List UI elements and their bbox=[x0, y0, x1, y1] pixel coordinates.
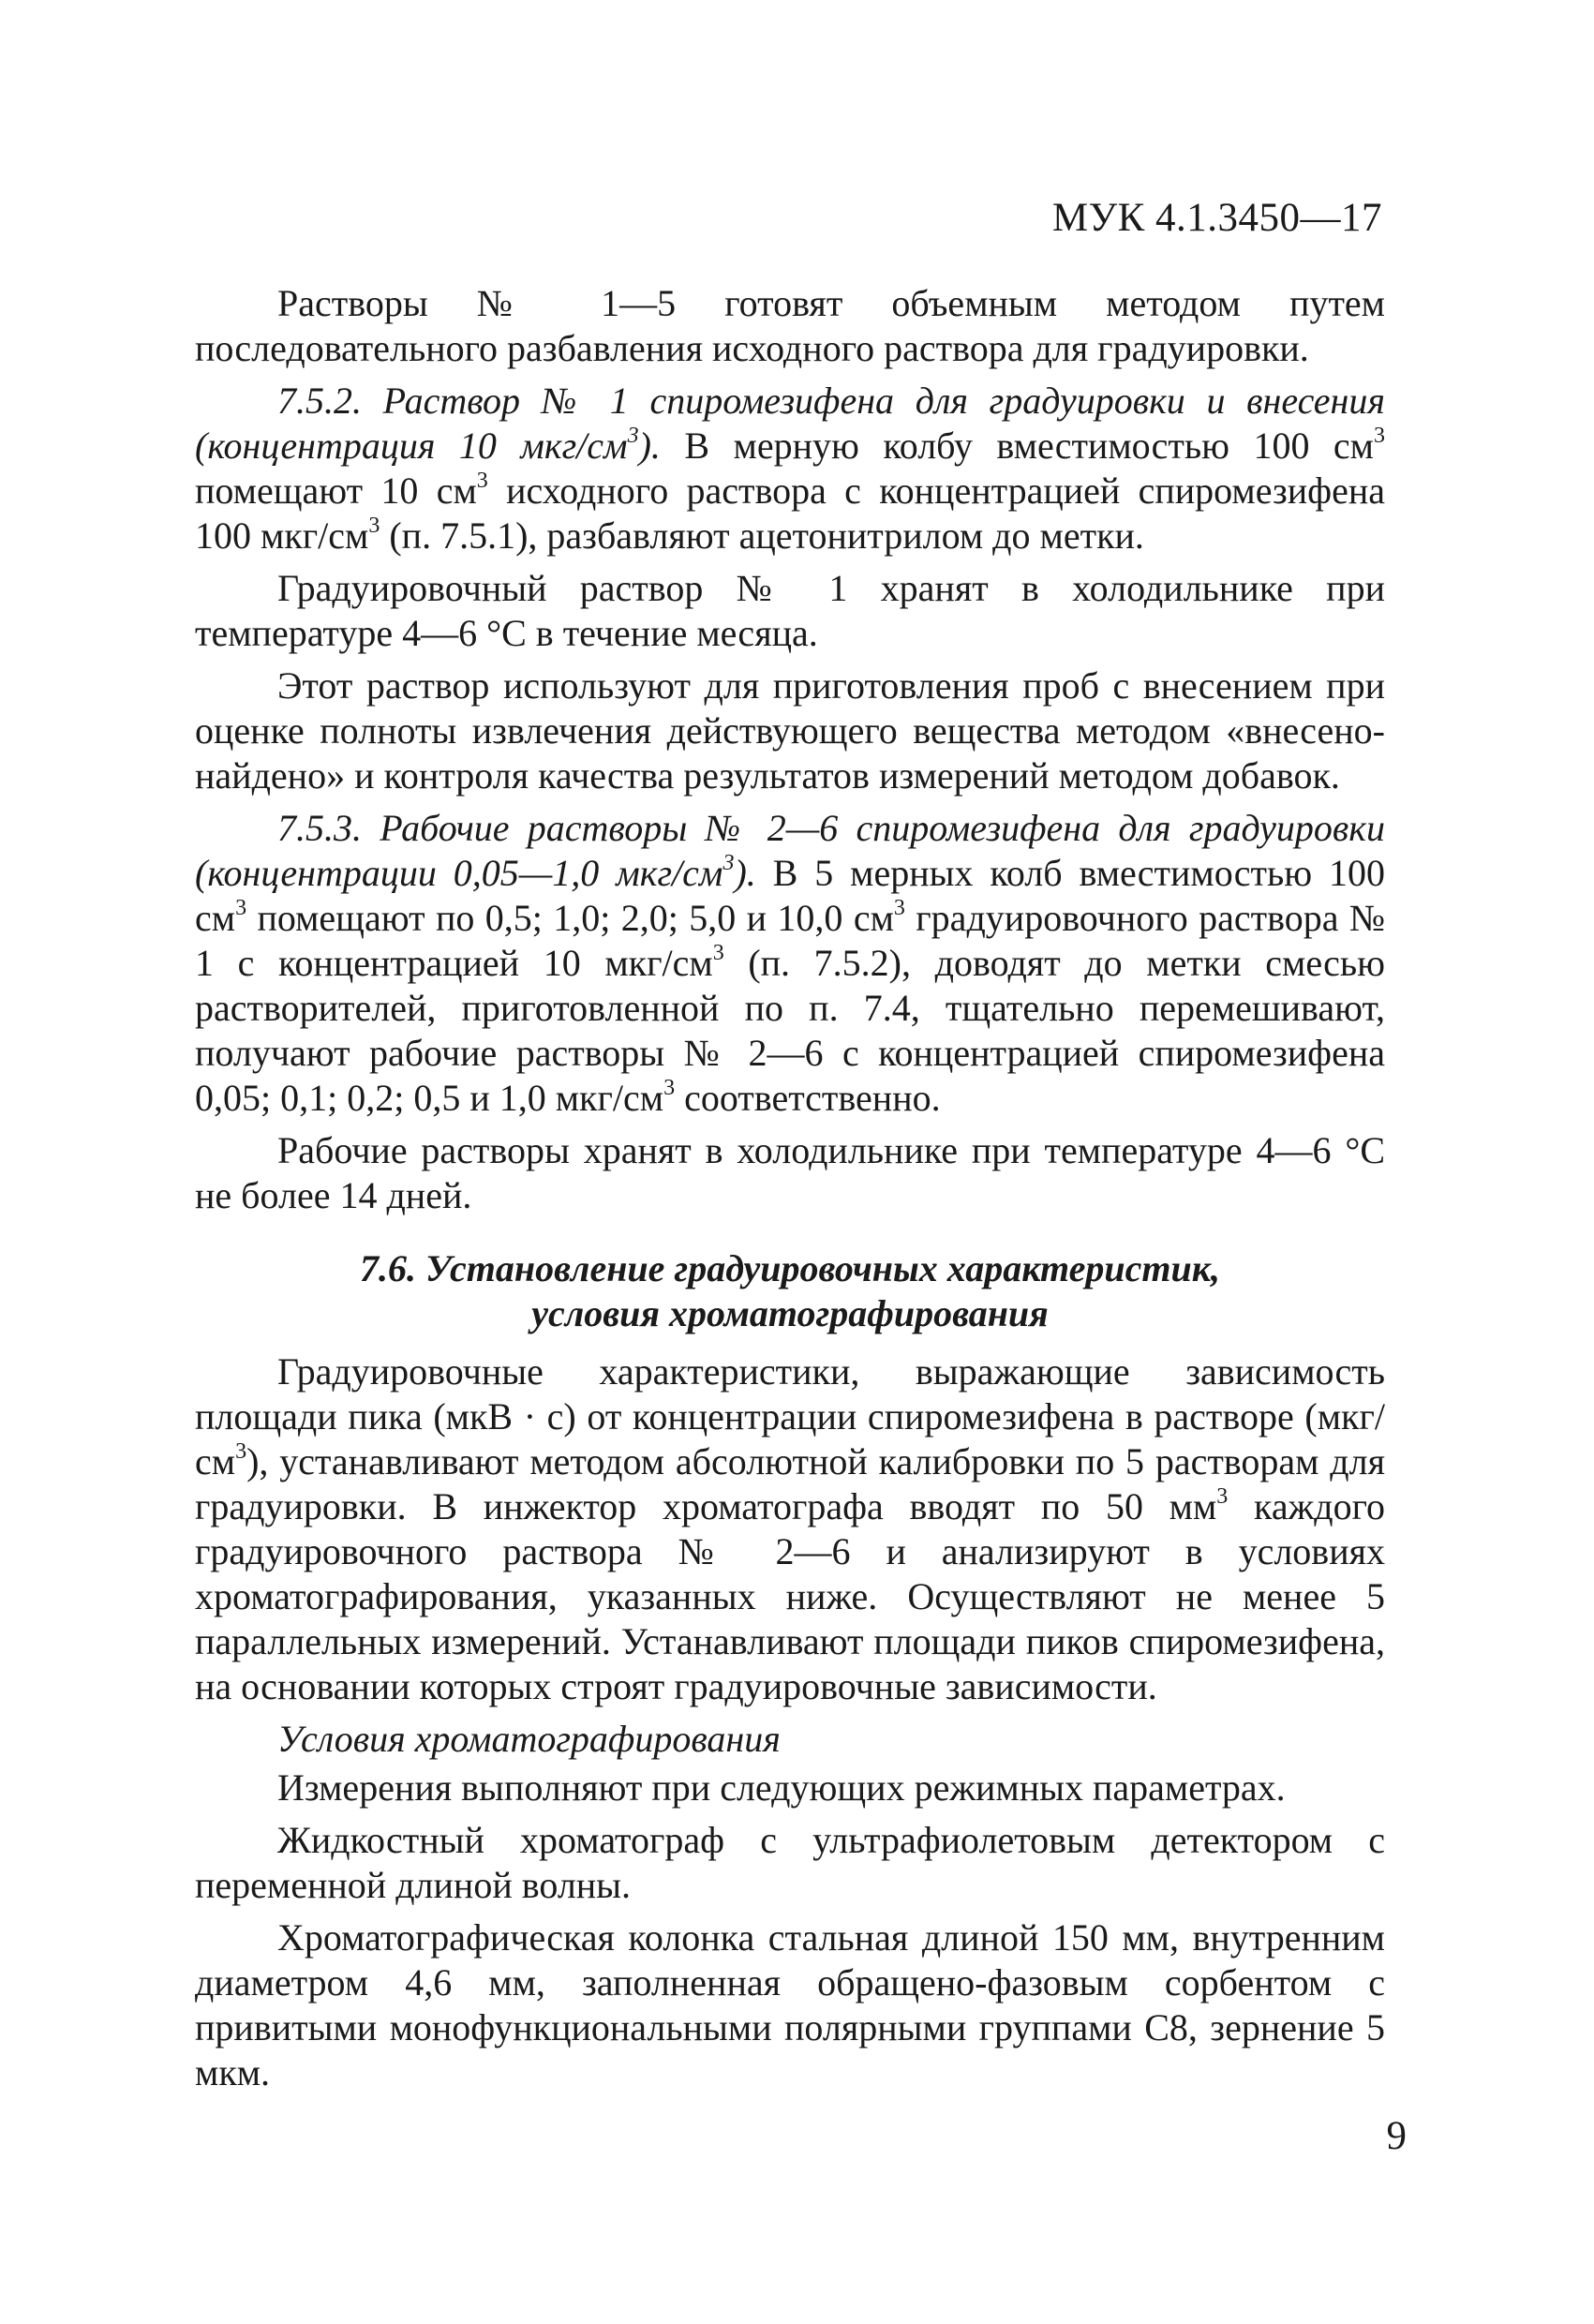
heading-line-2: условия хроматографирования bbox=[531, 1292, 1049, 1334]
page-number: 9 bbox=[1386, 2114, 1407, 2158]
paragraph-storage-1: Градуировочный раствор № 1 хранят в холодильнике при температуре 4—6 °С в течение месяца. bbox=[195, 567, 1385, 654]
document-body bbox=[195, 281, 1385, 2103]
paragraph-7-5-3: 7.5.3. Рабочие растворы № 2—6 спиромезифена для градуировки (концентрации 0,05—1,0 мкг/$см^3$). В 5 мерных колб вместимостью 100 $см^3$ помещают по 0,5; 1,0; 2,0; 5,0 и 10,0 $см^3$ градуировочного раствора № 1 с концентрацией 10 мкг/$см^3$ (п. 7.5.2), доводят до метки смесью растворителей, приготовленной по п. 7.4, тщательно перемешивают, получают рабочие растворы № 2—6 с концентрацией спиромезифена 0,05; 0,1; 0,2; 0,5 и 1,0 мкг/$см^3$ соответственно. bbox=[195, 807, 1385, 1119]
paragraph-chromatograph: Жидкостный хроматограф с ультрафиолетовым детектором с переменной длиной волны. bbox=[195, 1819, 1385, 1906]
doc-code-header: МУК 4.1.3450—17 bbox=[1051, 196, 1382, 240]
paragraph-usage: Этот раствор используют для приготовления проб с внесением при оценке полноты извлечения действующего вещества методом «внесено-найдено» и контроля качества результатов измерений методом добавок. bbox=[195, 664, 1385, 797]
paragraph-column: Хроматографическая колонка стальная длиной 150 мм, внутренним диаметром 4,6 мм, заполненная обращено-фазовым сорбентом с привитыми монофункциональными полярными группами С8, зернение 5 мкм. bbox=[195, 1916, 1385, 2093]
paragraph-7-5-2: 7.5.2. Раствор № 1 спиромезифена для градуировки и внесения (концентрация 10 мкг/$см^3$). В мерную колбу вместимостью 100 $см^3$ помещают 10 $см^3$ исходного раствора с концентрацией спиромезифена 100 мкг/$см^3$ (п. 7.5.1), разбавляют ацетонитрилом до метки. bbox=[195, 380, 1386, 557]
section-heading-7-6 bbox=[195, 1246, 1385, 1336]
section-title-7-5-3: 7.5.3. Рабочие растворы № 2—6 спиромезифена для градуировки (концентрации 0,05—1,0 мкг/см bbox=[195, 807, 1385, 894]
subheading-conditions: Условия хроматографирования bbox=[277, 1718, 781, 1760]
paragraph-parameters: Измерения выполняют при следующих режимных параметрах. bbox=[277, 1766, 1286, 1809]
paragraph-solutions-1-5: Растворы № 1—5 готовят объемным методом путем последовательного разбавления исходного раствора для градуировки. bbox=[195, 282, 1385, 369]
paragraph-calibration: Градуировочные характеристики, выражающие зависимость площади пика (мкВ · с) от концентрации спиромезифена в растворе $(мкг/см^3)$, устанавливают методом абсолютной калибровки по 5 растворам для градуировки. В инжектор хроматографа вводят по 50 $мм^3$ каждого градуировочного раствора № 2—6 и анализируют в условиях хроматографирования, указанных ниже. Осуществляют не менее 5 параллельных измерений. Устанавливают площади пиков спиромезифена, на основании которых строят градуировочные зависимости. bbox=[195, 1350, 1385, 1707]
heading-line-1: 7.6. Установление градуировочных характеристик, bbox=[360, 1247, 1220, 1289]
section-title-7-5-2: 7.5.2. Раствор № 1 спиромезифена для градуировки и внесения (концентрация 10 мкг/см bbox=[195, 380, 1385, 467]
paragraph-storage-working: Рабочие растворы хранят в холодильнике при температуре 4—6 °С не более 14 дней. bbox=[195, 1129, 1385, 1216]
